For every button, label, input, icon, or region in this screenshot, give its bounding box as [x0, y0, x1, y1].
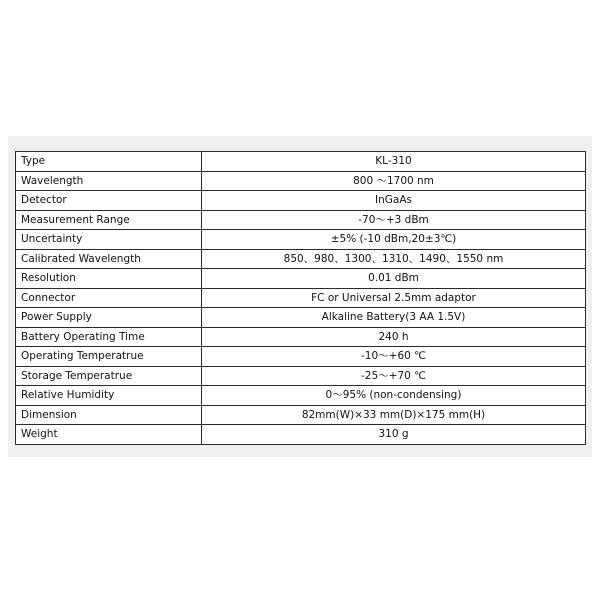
- specifications-table: [15, 151, 586, 445]
- row-label: Detector: [16, 191, 202, 211]
- row-label: Connector: [16, 288, 202, 308]
- row-label: Weight: [16, 425, 202, 445]
- table-row-measurement-range: [16, 210, 586, 230]
- row-value: -25～+70 ℃: [202, 366, 586, 386]
- table-row-wavelength: [16, 171, 586, 191]
- table-row-type: [16, 152, 586, 172]
- row-label: Storage Temperatrue: [16, 366, 202, 386]
- table-row-power-supply: [16, 308, 586, 328]
- table-row-storage-temperature: [16, 366, 586, 386]
- row-label: Relative Humidity: [16, 386, 202, 406]
- row-value: 82mm(W)×33 mm(D)×175 mm(H): [202, 405, 586, 425]
- row-label: Dimension: [16, 405, 202, 425]
- row-label: Battery Operating Time: [16, 327, 202, 347]
- row-value: 310 g: [202, 425, 586, 445]
- row-label: Power Supply: [16, 308, 202, 328]
- row-value: ±5% (-10 dBm,20±3℃): [202, 230, 586, 250]
- row-label: Resolution: [16, 269, 202, 289]
- row-label: Measurement Range: [16, 210, 202, 230]
- row-value: -70～+3 dBm: [202, 210, 586, 230]
- row-value: 0.01 dBm: [202, 269, 586, 289]
- table-row-calibrated-wavelength: [16, 249, 586, 269]
- row-value: KL-310: [202, 152, 586, 172]
- row-value: 0～95% (non-condensing): [202, 386, 586, 406]
- table-row-resolution: [16, 269, 586, 289]
- table-row-operating-temperature: [16, 347, 586, 367]
- table-row-weight: [16, 425, 586, 445]
- table-row-dimension: [16, 405, 586, 425]
- row-value: 240 h: [202, 327, 586, 347]
- row-label: Operating Temperatrue: [16, 347, 202, 367]
- row-value: FC or Universal 2.5mm adaptor: [202, 288, 586, 308]
- row-label: Type: [16, 152, 202, 172]
- table-row-connector: [16, 288, 586, 308]
- table-row-uncertainty: [16, 230, 586, 250]
- row-label: Calibrated Wavelength: [16, 249, 202, 269]
- table-row-detector: [16, 191, 586, 211]
- row-label: Wavelength: [16, 171, 202, 191]
- row-value: Alkaline Battery(3 AA 1.5V): [202, 308, 586, 328]
- row-label: Uncertainty: [16, 230, 202, 250]
- table-row-relative-humidity: [16, 386, 586, 406]
- row-value: 800 ～1700 nm: [202, 171, 586, 191]
- row-value: InGaAs: [202, 191, 586, 211]
- table-row-battery-operating-time: [16, 327, 586, 347]
- row-value: 850、980、1300、1310、1490、1550 nm: [202, 249, 586, 269]
- row-value: -10～+60 ℃: [202, 347, 586, 367]
